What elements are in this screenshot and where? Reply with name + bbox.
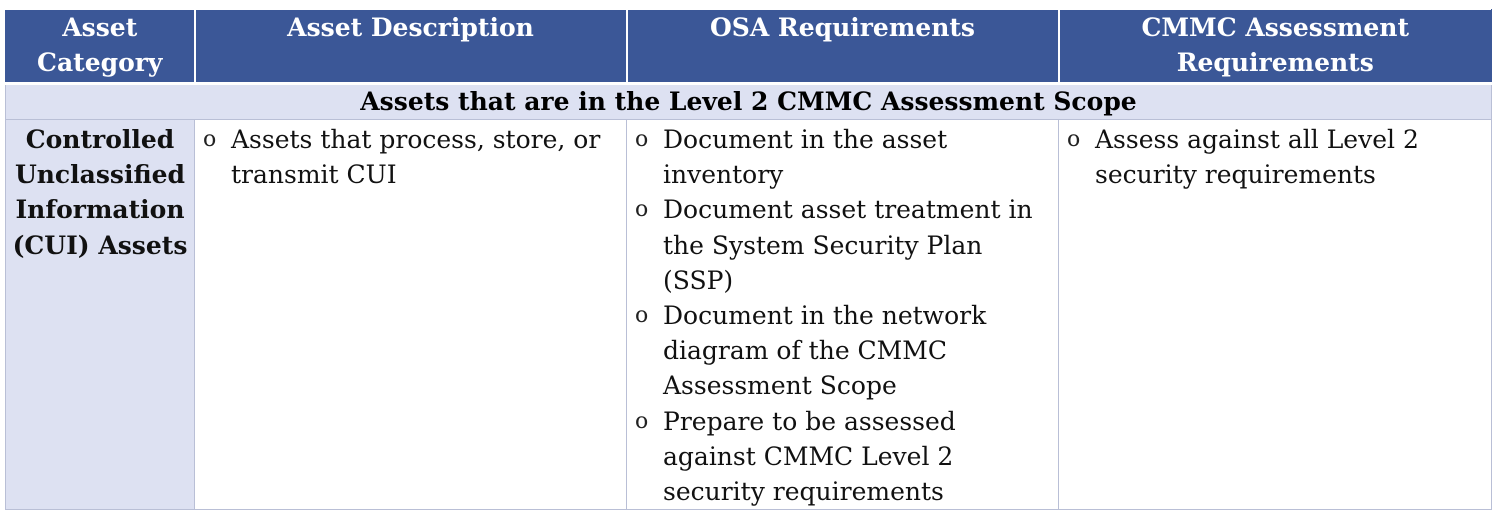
asset-scope-table [5, 9, 1492, 510]
section-heading: Assets that are in the Level 2 CMMC Assessment Scope [6, 84, 1492, 120]
list-item [631, 192, 1054, 298]
bullet-icon: o [635, 197, 649, 223]
description-list [199, 122, 622, 192]
bullet-icon: o [203, 127, 217, 152]
list-item-text: Document in the asset inventory [663, 125, 948, 190]
section-heading-row [6, 84, 1492, 120]
list-item [631, 122, 1054, 192]
list-item-text: Document in the network diagram of the CMMC Assessment Scope [663, 301, 987, 401]
osa-requirements-list [631, 122, 1054, 509]
header-asset-category: Asset Category [6, 10, 195, 84]
list-item [1063, 122, 1487, 192]
header-asset-description: Asset Description [195, 10, 627, 84]
list-item [631, 298, 1054, 404]
list-item [199, 122, 622, 192]
list-item-text: Prepare to be assessed against CMMC Level 2 security requirements [663, 406, 956, 507]
asset-category-cell: Controlled Unclassified Information (CUI) Assets [6, 120, 195, 510]
table-row [6, 120, 1492, 510]
list-item-text: Document asset treatment in the System Security Plan (SSP) [663, 195, 1033, 295]
header-cmmc-assessment-requirements: CMMC Assessment Requirements [1059, 10, 1492, 84]
list-item [631, 404, 1054, 510]
list-item-text: Assets that process, store, or transmit CUI [231, 125, 601, 190]
cmmc-requirements-list [1063, 122, 1487, 192]
cmmc-requirements-cell [1059, 120, 1492, 510]
list-item-text: Assess against all Level 2 security requirements [1095, 125, 1419, 190]
header-osa-requirements: OSA Requirements [627, 10, 1059, 84]
osa-requirements-cell [627, 120, 1059, 510]
bullet-icon: o [635, 127, 649, 152]
table-header-row [6, 10, 1492, 84]
bullet-icon: o [635, 303, 649, 329]
asset-description-cell [195, 120, 627, 510]
bullet-icon: o [635, 408, 649, 434]
bullet-icon: o [1067, 127, 1081, 152]
